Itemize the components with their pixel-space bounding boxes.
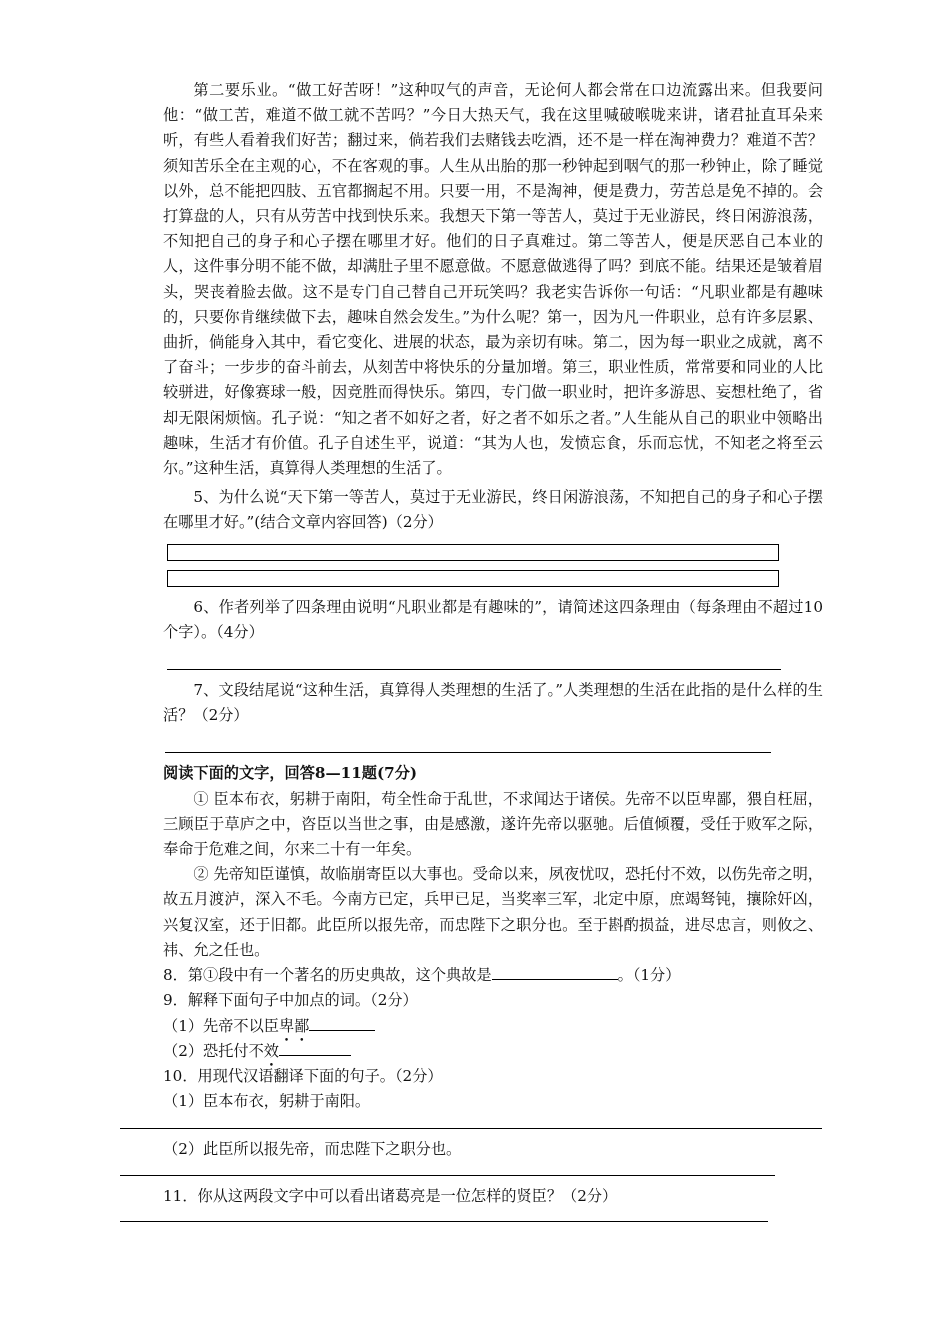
question-8-text: 8．第①段中有一个著名的历史典故，这个典故是 <box>163 966 492 985</box>
question-5: 5、为什么说“天下第一等苦人，莫过于无业游民，终日闲游浪荡，不知把自己的身子和心子摆在哪里才好。”(结合文章内容回答)（2分） <box>163 488 823 532</box>
question-6: 6、作者列举了四条理由说明“凡职业都是有趣味的”，请简述这四条理由（每条理由不超过10个字）。（4分） <box>163 597 823 641</box>
question-11: 11．你从这两段文字中可以看出诸葛亮是一位怎样的贤臣？（2分） <box>163 1186 618 1205</box>
section-title: 阅读下面的文字，回答8—11题(7分) <box>163 764 418 783</box>
classical-paragraph-1: ① 臣本布衣，躬耕于南阳，苟全性命于乱世，不求闻达于诸侯。先帝不以臣卑鄙，猥自枉屈，三顾臣于草庐之中，咨臣以当世之事，由是感激，遂许先帝以驱驰。后值倾覆，受任于败军之际，奉命于危难之间，尔来二十有一年矣。 <box>163 789 823 859</box>
passage-paragraph: 第二要乐业。“做工好苦呀！”这种叹气的声音，无论何人都会常在口边流露出来。但我要问他：“做工苦，难道不做工就不苦吗？”今日大热天气，我在这里喊破喉咙来讲，诸君扯直耳朵来听，有些人看着我们好苦；翻过来，倘若我们去赌钱去吃酒，还不是一样在淘神费力？难道不苦？须知苦乐全在主观的心，不在客观的事。人生从出胎的那一秒钟起到咽气的那一秒钟止，除了睡觉以外，总不能把四肢、五官都搁起不用。只要一用，不是淘神，便是费力，劳苦总是免不掉的。会打算盘的人，只有从劳苦中找到快乐来。我想天下第一等苦人，莫过于无业游民，终日闲游浪荡，不知把自己的身子和心子摆在哪里才好。他们的日子真难过。第二等苦人，便是厌恶自己本业的人，这件事分明不能不做，却满肚子里不愿意做。不愿意做逃得了吗？到底不能。结果还是皱着眉头，哭丧着脸去做。这不是专门自己替自己开玩笑吗？我老实告诉你一句话：“凡职业都是有趣味的，只要你肯继续做下去，趣味自然会发生。”为什么呢？第一，因为凡一件职业，总有许多层累、曲折，倘能身入其中，看它变化、进展的状态，最为亲切有味。第二，因为每一职业之成就，离不了奋斗；一步步的奋斗前去，从刻苦中将快乐的分量加增。第三，职业性质，常常要和同业的人比较骈进，好像赛球一般，因竞胜而得快乐。第四，专门做一职业时，把许多游思、妄想杜绝了，省却无限闲烦恼。孔子说：“知之者不如好之者，好之者不如乐之者。”人生能从自己的职业中领略出趣味，生活才有价值。孔子自述生平，说道：“其为人也，发愤忘食，乐而忘忧，不知老之将至云尔。”这种生活，真算得人类理想的生活了。 <box>163 81 823 478</box>
question-9: 9．解释下面句子中加点的词。（2分） <box>163 991 418 1010</box>
question-8 <box>163 963 823 988</box>
answer-line-q11[interactable] <box>120 1221 768 1222</box>
question-10-1: （1）臣本布衣，躬耕于南阳。 <box>163 1092 371 1111</box>
exam-page <box>163 78 823 1222</box>
question-9-2-text: （2）恐托付不 <box>163 1041 264 1060</box>
classical-paragraph-2: ② 先帝知臣谨慎，故临崩寄臣以大事也。受命以来，夙夜忧叹，恐托付不效，以伤先帝之明，故五月渡泸，深入不毛。今南方已定，兵甲已足，当奖率三军，北定中原，庶竭驽钝，攘除奸凶，兴复汉室，还于旧都。此臣所以报先帝，而忠陛下之职分也。至于斟酌损益，进尽忠言，则攸之、祎、允之任也。 <box>163 865 823 959</box>
question-10: 10．用现代汉语翻译下面的句子。（2分） <box>163 1066 443 1085</box>
dotted-char: 效 <box>263 1041 279 1060</box>
question-9-1 <box>163 1014 823 1039</box>
blank-q9-1[interactable] <box>309 1016 375 1031</box>
dotted-char: 卑 <box>278 1016 295 1035</box>
answer-box-q5-line1[interactable] <box>167 544 779 561</box>
question-10-2: （2）此臣所以报先帝，而忠陛下之职分也。 <box>163 1140 462 1159</box>
question-9-2 <box>163 1039 823 1064</box>
question-7: 7、文段结尾说“这种生活，真算得人类理想的生活了。”人类理想的生活在此指的是什么样的生活？（2分） <box>163 681 823 725</box>
answer-box-q5-line2[interactable] <box>167 570 779 587</box>
dotted-char: 鄙 <box>294 1016 310 1035</box>
question-9-1-text: （1）先帝不以臣 <box>163 1016 279 1035</box>
question-8-score: 。（1分） <box>617 966 681 985</box>
blank-q9-2[interactable] <box>279 1041 351 1056</box>
blank-q8[interactable] <box>492 965 618 980</box>
